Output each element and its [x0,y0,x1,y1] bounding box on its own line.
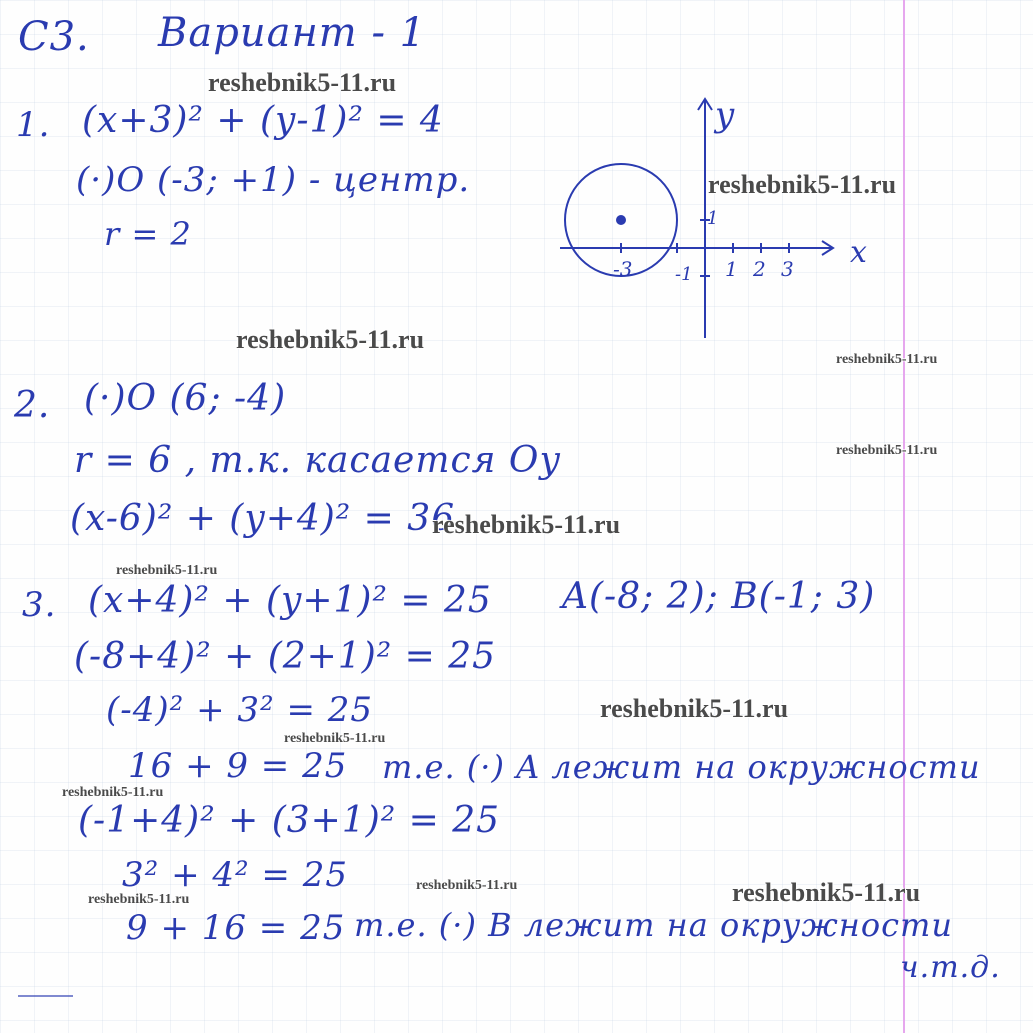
problem3-number: 3. [22,585,57,625]
watermark: reshebnik5-11.ru [432,510,621,539]
x-tick-label: 2 [753,257,766,281]
problem3-line-a3: 16 + 9 = 25 [128,746,348,786]
watermark: reshebnik5-11.ru [836,443,938,458]
problem3-points: A(-8; 2); B(-1; 3) [562,576,876,617]
problem3-conclusion-a: т.е. (·) A лежит на окружности [382,748,981,786]
watermark: reshebnik5-11.ru [284,731,386,746]
watermark: reshebnik5-11.ru [732,878,921,907]
problem3-conclusion-b: т.е. (·) B лежит на окружности [354,906,953,944]
watermark: reshebnik5-11.ru [208,68,397,97]
y-axis-label: y [715,95,735,135]
header-code: С3. [18,14,90,60]
bottom-dash [18,995,73,997]
y-tick-label: 1 [707,208,719,229]
problem3-line-b2: 3² + 4² = 25 [122,855,348,895]
problem3-line-a1: (-8+4)² + (2+1)² = 25 [74,636,497,677]
problem2-center: (·)O (6; -4) [84,378,287,419]
x-tick-label: 3 [781,257,794,281]
y-tick-label: -1 [675,264,693,285]
problem1-center: (·)O (-3; +1) - центр. [76,160,471,200]
x-tick-label: 1 [725,257,738,281]
watermark: reshebnik5-11.ru [836,352,938,367]
watermark: reshebnik5-11.ru [88,892,190,907]
watermark: reshebnik5-11.ru [62,785,164,800]
problem1-radius: r = 2 [104,215,192,253]
problem3-line-b3: 9 + 16 = 25 [126,908,346,948]
watermark: reshebnik5-11.ru [116,563,218,578]
problem2-number: 2. [14,385,51,426]
problem3-line-b1: (-1+4)² + (3+1)² = 25 [78,800,501,841]
coordinate-graph [550,90,880,350]
header-variant: Вариант - 1 [158,10,427,56]
watermark: reshebnik5-11.ru [416,878,518,893]
problem3-line-a2: (-4)² + 3² = 25 [106,690,374,730]
problem3-equation: (x+4)² + (y+1)² = 25 [88,580,492,621]
watermark: reshebnik5-11.ru [236,325,425,354]
watermark: reshebnik5-11.ru [708,170,897,199]
problem1-number: 1. [16,105,51,145]
watermark: reshebnik5-11.ru [600,694,789,723]
problem2-radius: r = 6 , т.к. касается Oy [74,440,561,481]
x-tick-label: -3 [613,257,633,281]
qed-mark: ч.т.д. [900,950,1001,985]
problem2-equation: (x-6)² + (y+4)² = 36 [70,498,456,539]
x-axis-label: x [850,235,867,270]
circle-center-dot [617,216,625,224]
problem1-equation: (x+3)² + (y-1)² = 4 [82,100,444,141]
